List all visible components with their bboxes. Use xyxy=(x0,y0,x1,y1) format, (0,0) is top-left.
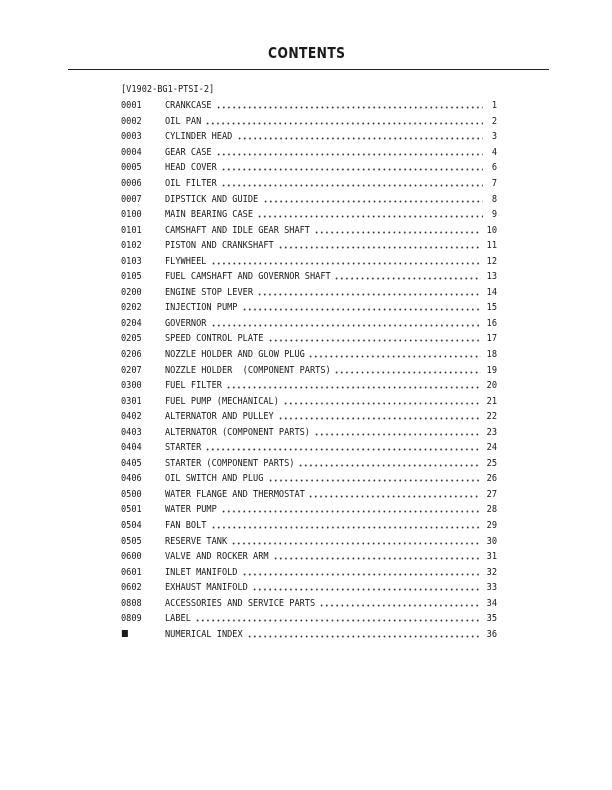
title-divider xyxy=(68,69,549,70)
toc-entry-title: FUEL FILTER xyxy=(165,380,222,392)
toc-entry-code: 0003 xyxy=(121,131,142,143)
toc-entry-code: 0001 xyxy=(121,100,142,112)
toc-entry-page: 17 xyxy=(486,333,497,345)
toc-entry-page: 18 xyxy=(486,349,497,361)
toc-entry-marker xyxy=(121,629,159,640)
toc-entry-title: ALTERNATOR AND PULLEY xyxy=(165,411,274,423)
toc-entry-title: NUMERICAL INDEX xyxy=(165,628,243,640)
toc-entry[interactable] xyxy=(121,129,497,145)
toc-leader-dots xyxy=(221,168,483,171)
toc-entry-page: 35 xyxy=(486,613,497,625)
toc-leader-dots xyxy=(319,604,481,607)
toc-leader-dots xyxy=(278,246,481,249)
toc-entry[interactable] xyxy=(121,471,497,487)
toc-leader-dots xyxy=(314,231,481,234)
toc-entry-title: CYLINDER HEAD xyxy=(165,131,233,143)
toc-entry[interactable] xyxy=(121,238,497,254)
toc-leader-dots xyxy=(226,386,481,389)
toc-entry[interactable] xyxy=(121,191,497,207)
toc-entry-page: 13 xyxy=(486,271,497,283)
toc-leader-dots xyxy=(334,371,481,374)
toc-leader-dots xyxy=(278,417,481,420)
toc-entry-code: 0200 xyxy=(121,286,142,298)
toc-entry-page: 26 xyxy=(486,473,497,485)
toc-entry-page: 21 xyxy=(486,395,497,407)
toc-entry-code: 0206 xyxy=(121,349,142,361)
toc-entry[interactable] xyxy=(121,393,497,409)
toc-entry[interactable] xyxy=(121,409,497,425)
toc-entry[interactable] xyxy=(121,549,497,565)
toc-entry[interactable] xyxy=(121,533,497,549)
toc-entry-title: OIL PAN xyxy=(165,115,202,127)
toc-entry-page: 15 xyxy=(486,302,497,314)
toc-entry[interactable] xyxy=(121,564,497,580)
toc-leader-dots xyxy=(231,542,481,545)
toc-entry-page: 16 xyxy=(486,317,497,329)
toc-entry-title: FUEL PUMP (MECHANICAL) xyxy=(165,395,279,407)
table-of-contents xyxy=(121,98,497,642)
toc-entry-title: NOZZLE HOLDER (COMPONENT PARTS) xyxy=(165,364,331,376)
toc-entry-code: 0403 xyxy=(121,426,142,438)
toc-entry[interactable] xyxy=(121,316,497,332)
toc-entry[interactable] xyxy=(121,176,497,192)
toc-entry-title: GEAR CASE xyxy=(165,146,212,158)
toc-entry-title: ACCESSORIES AND SERVICE PARTS xyxy=(165,597,316,609)
toc-entry[interactable] xyxy=(121,331,497,347)
toc-entry-page: 9 xyxy=(491,209,497,221)
toc-entry[interactable] xyxy=(121,440,497,456)
toc-entry-title: PISTON AND CRANKSHAFT xyxy=(165,240,274,252)
toc-entry-page: 33 xyxy=(486,582,497,594)
toc-entry-code: 0205 xyxy=(121,333,142,345)
toc-entry-page: 24 xyxy=(486,442,497,454)
toc-leader-dots xyxy=(273,557,481,560)
toc-entry-title: FLYWHEEL xyxy=(165,255,207,267)
toc-entry-page: 22 xyxy=(486,411,497,423)
toc-leader-dots xyxy=(211,324,481,327)
toc-entry[interactable] xyxy=(121,269,497,285)
toc-entry-title: SPEED CONTROL PLATE xyxy=(165,333,264,345)
toc-entry[interactable] xyxy=(121,98,497,114)
toc-entry[interactable] xyxy=(121,300,497,316)
toc-entry-page: 4 xyxy=(491,146,497,158)
toc-entry-title: WATER FLANGE AND THERMOSTAT xyxy=(165,488,305,500)
toc-entry-page: 14 xyxy=(486,286,497,298)
toc-entry-title: NOZZLE HOLDER AND GLOW PLUG xyxy=(165,349,305,361)
toc-entry-code: 0002 xyxy=(121,115,142,127)
toc-entry[interactable] xyxy=(121,347,497,363)
toc-entry[interactable] xyxy=(121,456,497,472)
toc-entry[interactable] xyxy=(121,502,497,518)
toc-entry-page: 19 xyxy=(486,364,497,376)
toc-entry[interactable] xyxy=(121,207,497,223)
toc-entry-code: 0006 xyxy=(121,178,142,189)
toc-entry-page: 31 xyxy=(486,551,497,563)
toc-entry-code: 0202 xyxy=(121,302,142,314)
page-title: CONTENTS xyxy=(268,44,346,62)
toc-entry-code: 0105 xyxy=(121,271,142,283)
toc-entry-page: 11 xyxy=(486,240,497,252)
toc-leader-dots xyxy=(298,464,481,467)
toc-entry-code: 0207 xyxy=(121,364,142,376)
toc-entry[interactable] xyxy=(121,596,497,612)
toc-entry-title: GOVERNOR xyxy=(165,317,207,329)
toc-entry-page: 27 xyxy=(486,488,497,500)
toc-entry-title: STARTER xyxy=(165,442,202,454)
toc-entry-page: 28 xyxy=(486,504,497,516)
toc-entry-page: 32 xyxy=(486,566,497,578)
toc-entry-title: STARTER (COMPONENT PARTS) xyxy=(165,457,295,469)
toc-entry-page: 10 xyxy=(486,224,497,236)
toc-leader-dots xyxy=(211,262,481,265)
toc-entry-code: 0406 xyxy=(121,473,142,485)
toc-entry-title: ALTERNATOR (COMPONENT PARTS) xyxy=(165,426,310,438)
toc-entry-title: WATER PUMP xyxy=(165,504,217,516)
toc-entry-page: 2 xyxy=(491,115,497,127)
toc-entry-code: 0601 xyxy=(121,566,142,578)
toc-entry-code: 0103 xyxy=(121,255,142,267)
toc-entry-title: ENGINE STOP LEVER xyxy=(165,286,254,298)
toc-entry-code: 0101 xyxy=(121,224,142,236)
toc-entry-code: 0007 xyxy=(121,193,142,205)
toc-entry-page: 36 xyxy=(486,628,497,640)
toc-entry-title: FAN BOLT xyxy=(165,520,207,532)
toc-entry[interactable] xyxy=(121,487,497,503)
toc-entry-page: 30 xyxy=(486,535,497,547)
toc-leader-dots xyxy=(283,402,481,405)
toc-entry-code: 0602 xyxy=(121,582,142,594)
toc-entry[interactable] xyxy=(121,145,497,161)
toc-entry-title: CAMSHAFT AND IDLE GEAR SHAFT xyxy=(165,224,310,236)
toc-leader-dots xyxy=(334,277,481,280)
toc-entry-title: MAIN BEARING CASE xyxy=(165,209,254,221)
toc-entry-page: 7 xyxy=(491,178,497,189)
toc-leader-dots xyxy=(221,510,481,513)
toc-entry-code: 0300 xyxy=(121,380,142,392)
toc-entry-title: DIPSTICK AND GUIDE xyxy=(165,193,259,205)
toc-entry-page: 3 xyxy=(491,131,497,143)
toc-entry-code: 0100 xyxy=(121,209,142,221)
toc-entry-code: 0204 xyxy=(121,317,142,329)
toc-leader-dots xyxy=(195,619,481,622)
toc-entry-title: OIL FILTER xyxy=(165,178,217,189)
toc-entry-code: 0301 xyxy=(121,395,142,407)
toc-entry-code: 0501 xyxy=(121,504,142,516)
toc-leader-dots xyxy=(216,106,483,109)
toc-leader-dots xyxy=(211,526,481,529)
toc-entry[interactable] xyxy=(121,253,497,269)
toc-entry-code: 0808 xyxy=(121,597,142,609)
toc-entry-code: 0405 xyxy=(121,457,142,469)
toc-entry[interactable] xyxy=(121,378,497,394)
toc-entry[interactable] xyxy=(121,362,497,378)
toc-entry-page: 1 xyxy=(491,100,497,112)
toc-entry-page: 34 xyxy=(486,597,497,609)
toc-entry-code: 0500 xyxy=(121,488,142,500)
toc-entry-page: 29 xyxy=(486,520,497,532)
toc-entry-code: 0809 xyxy=(121,613,142,625)
toc-entry[interactable] xyxy=(121,424,497,440)
toc-entry-title: INLET MANIFOLD xyxy=(165,566,238,578)
toc-entry-title: CRANKCASE xyxy=(165,100,212,112)
toc-entry-title: EXHAUST MANIFOLD xyxy=(165,582,248,594)
toc-entry[interactable] xyxy=(121,627,497,643)
toc-leader-dots xyxy=(247,635,481,638)
toc-entry-page: 25 xyxy=(486,457,497,469)
toc-leader-dots xyxy=(221,184,483,187)
toc-entry-code: 0005 xyxy=(121,162,142,174)
toc-leader-dots xyxy=(268,339,481,342)
toc-entry-title: LABEL xyxy=(165,613,191,625)
toc-entry[interactable] xyxy=(121,580,497,596)
toc-leader-dots xyxy=(242,573,481,576)
toc-entry-title: HEAD COVER xyxy=(165,162,217,174)
toc-entry-title: RESERVE TANK xyxy=(165,535,228,547)
toc-leader-dots xyxy=(205,122,483,125)
model-code: [V1902-BG1-PTSI-2] xyxy=(121,84,215,95)
toc-entry-title: OIL SWITCH AND PLUG xyxy=(165,473,264,485)
toc-entry-code: 0004 xyxy=(121,146,142,158)
toc-leader-dots xyxy=(308,355,481,358)
toc-entry-title: INJECTION PUMP xyxy=(165,302,238,314)
toc-entry[interactable] xyxy=(121,114,497,130)
toc-leader-dots xyxy=(308,495,481,498)
toc-entry-code: 0102 xyxy=(121,240,142,252)
toc-entry-code: 0504 xyxy=(121,520,142,532)
toc-entry-page: 8 xyxy=(491,193,497,205)
toc-entry-page: 20 xyxy=(486,380,497,392)
toc-entry-code: 0505 xyxy=(121,535,142,547)
toc-entry-code: 0600 xyxy=(121,551,142,563)
toc-leader-dots xyxy=(252,588,481,591)
toc-leader-dots xyxy=(268,479,481,482)
black-square-icon xyxy=(122,630,128,637)
toc-entry[interactable] xyxy=(121,611,497,627)
toc-leader-dots xyxy=(237,137,483,140)
toc-entry-page: 12 xyxy=(486,255,497,267)
toc-entry-title: VALVE AND ROCKER ARM xyxy=(165,551,269,563)
toc-leader-dots xyxy=(257,215,483,218)
toc-entry[interactable] xyxy=(121,160,497,176)
toc-entry-code: 0404 xyxy=(121,442,142,454)
toc-entry[interactable] xyxy=(121,285,497,301)
toc-leader-dots xyxy=(216,153,483,156)
toc-leader-dots xyxy=(242,308,481,311)
toc-leader-dots xyxy=(257,293,481,296)
toc-leader-dots xyxy=(205,448,481,451)
toc-entry[interactable] xyxy=(121,222,497,238)
toc-entry-page: 23 xyxy=(486,426,497,438)
toc-entry-code: 0402 xyxy=(121,411,142,423)
toc-leader-dots xyxy=(263,200,483,203)
toc-entry[interactable] xyxy=(121,518,497,534)
toc-entry-page: 6 xyxy=(491,162,497,174)
toc-leader-dots xyxy=(314,433,481,436)
toc-entry-title: FUEL CAMSHAFT AND GOVERNOR SHAFT xyxy=(165,271,331,283)
